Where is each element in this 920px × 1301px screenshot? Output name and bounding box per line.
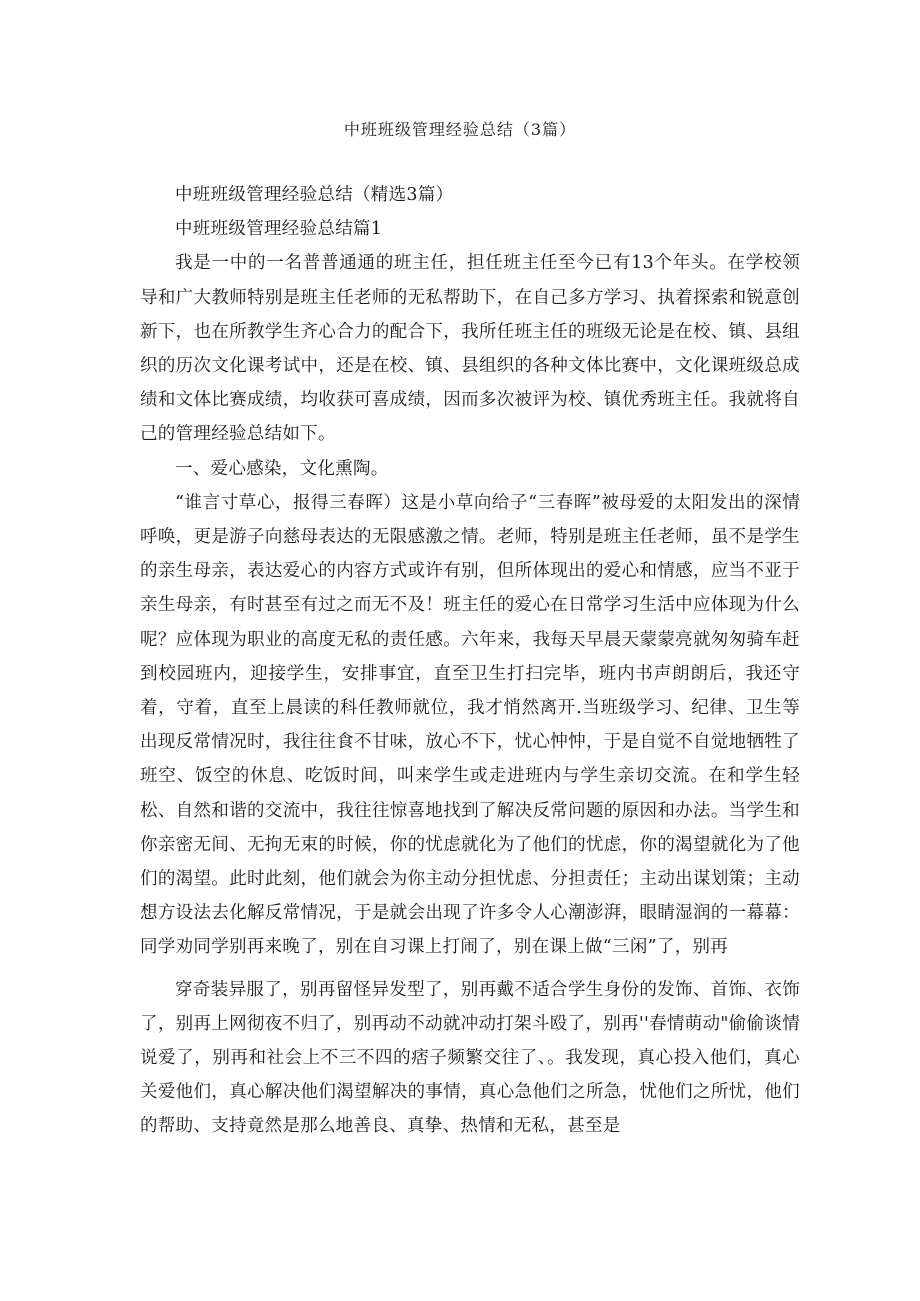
document-body bbox=[140, 178, 800, 1144]
paragraph-love: “谁言寸草心，报得三春晖）这是小草向给子“三春晖”被母爱的太阳发出的深情呼唤，更是游子向慈母表达的无限感激之情。老师，特别是班主任老师，虽不是学生的亲生母亲，表达爱心的内容方式或许有别，但所体现出的爱心和情感，应当不亚于亲生母亲，有时甚至有过之而无不及！班主任的爱心在日常学习生活中应体现为什么呢？应体现为职业的高度无私的责任感。六年来，我每天早晨天蒙蒙亮就匆匆骑车赶到校园班内，迎接学生，安排事宜，直至卫生打扫完毕，班内书声朗朗后，我还守着，守着，直至上晨读的科任教师就位，我才悄然离开.当班级学习、纪律、卫生等出现反常情况时，我往往食不甘味，放心不下，忧心忡忡，于是自觉不自觉地牺牲了班空、饭空的休息、吃饭时间，叫来学生或走进班内与学生亲切交流。在和学生轻松、自然和谐的交流中，我往往惊喜地找到了解决反常问题的原因和办法。当学生和你亲密无间、无拘无束的时候，你的忧虑就化为了他们的忧虑，你的渴望就化为了他们的渴望。此时此刻，他们就会为你主动分担忧虑、分担责任；主动出谋划策；主动想方设法去化解反常情况，于是就会出现了许多令人心潮澎湃，眼睛湿润的一幕幕：同学劝同学别再来晚了，别在自习课上打闹了，别在课上做“三闲”了，别再 bbox=[140, 492, 800, 958]
document-title: 中班班级管理经验总结（3篇） bbox=[343, 120, 577, 139]
paragraph-continuation: 穿奇装异服了，别再留怪异发型了，别再戴不适合学生身份的发饰、首饰、衣饰了，别再上网彻夜不归了，别再动不动就冲动打架斗殴了，别再''春情萌动"偷偷谈情说爱了，别再和社会上不三不四的痞子频繁交往了、。我发现，真心投入他们，真心关爱他们，真心解决他们渴望解决的事情，真心急他们之所急，忧他们之所忧，他们的帮助、支持竟然是那么地善良、真挚、热情和无私，甚至是 bbox=[140, 979, 800, 1137]
paragraph-heading-one: 一、爱心感染，文化熏陶。 bbox=[175, 458, 389, 479]
paragraph-section-heading: 中班班级管理经验总结篇1 bbox=[175, 219, 383, 240]
paragraph-subtitle: 中班班级管理经验总结（精选3篇） bbox=[175, 185, 454, 205]
paragraph-intro: 我是一中的一名普普通通的班主任，担任班主任至今已有13个年头。在学校领导和广大教师特别是班主任老师的无私帮助下，在自己多方学习、执着探索和锐意创新下，也在所教学生齐心合力的配合下，我所任班主任的班级无论是在校、镇、县组织的历次文化课考试中，还是在校、镇、县组织的各种文体比赛中，文化课班级总成绩和文体比赛成绩，均收获可喜成绩，因而多次被评为校、镇优秀班主任。我就将自己的管理经验总结如下。 bbox=[140, 253, 800, 445]
